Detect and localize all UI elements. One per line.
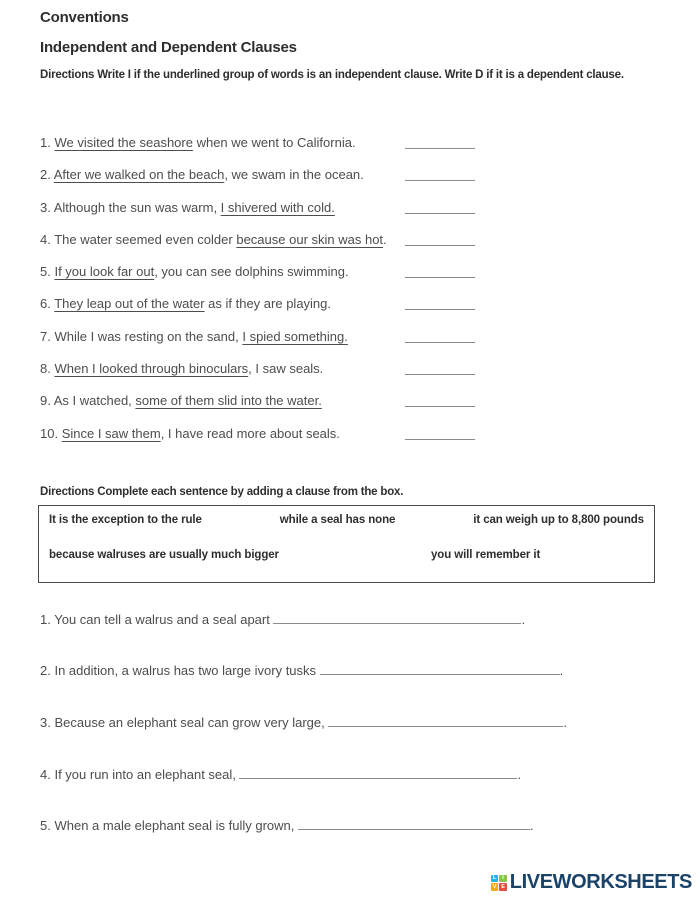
- clause-post: .: [383, 231, 387, 247]
- answer-blank[interactable]: [405, 394, 475, 407]
- word-box-row: [49, 514, 644, 526]
- fill-blank[interactable]: [239, 767, 517, 779]
- clause-item: [40, 296, 670, 328]
- fill-blank[interactable]: [320, 663, 560, 675]
- item-number: 4.: [40, 767, 51, 782]
- clause-item: [40, 264, 670, 296]
- word-box-option: it can weigh up to 8,800 pounds: [473, 514, 644, 526]
- logo-tile-e: E: [501, 883, 505, 890]
- fill-blank[interactable]: [273, 612, 521, 624]
- directions-1: Directions Write I if the underlined group of words is an independent clause. Write D if it is a dependent clause.: [40, 69, 624, 81]
- word-box: [38, 505, 655, 583]
- underlined-clause: I spied something.: [242, 328, 348, 344]
- underlined-clause: some of them slid into the water.: [135, 393, 322, 409]
- sentence-item: [40, 818, 534, 834]
- sentence-item: [40, 612, 525, 628]
- sentence-text: When a male elephant seal is fully grown,: [54, 818, 298, 833]
- exercise1-list: [40, 135, 670, 458]
- sentence-item: [40, 715, 567, 731]
- item-number: 3.: [40, 199, 51, 215]
- clause-pre: While I was resting on the sand,: [54, 328, 243, 344]
- underlined-clause: because our skin was hot: [236, 231, 384, 247]
- word-box-option: because walruses are usually much bigger: [49, 549, 279, 561]
- directions-2: Directions Complete each sentence by adding a clause from the box.: [40, 486, 404, 498]
- liveworksheets-logo: [491, 871, 692, 894]
- answer-blank[interactable]: [405, 427, 475, 440]
- word-box-option: while a seal has none: [279, 514, 396, 526]
- clause-item: [40, 135, 670, 167]
- logo-tile-v: V: [492, 883, 497, 890]
- page-subtitle: Independent and Dependent Clauses: [40, 39, 297, 56]
- clause-pre: Although the sun was warm,: [53, 199, 221, 215]
- answer-blank[interactable]: [405, 168, 475, 181]
- clause-post: , I saw seals.: [248, 361, 324, 377]
- underlined-clause: Since I saw them: [61, 425, 161, 441]
- item-number: 5.: [40, 818, 51, 833]
- sentence-text: If you run into an elephant seal,: [54, 767, 240, 782]
- underlined-clause: If you look far out: [54, 264, 155, 280]
- sentence-text: In addition, a walrus has two large ivory tusks: [54, 663, 320, 678]
- logo-tile-i: I: [499, 875, 507, 883]
- sentence-text: You can tell a walrus and a seal apart: [54, 612, 274, 627]
- clause-item: [40, 393, 670, 425]
- answer-blank[interactable]: [405, 265, 475, 278]
- logo-tiles-icon: [491, 875, 507, 891]
- page-title: Conventions: [40, 9, 129, 26]
- fill-blank[interactable]: [298, 818, 530, 830]
- brand-text: LIVEWORKSHEETS: [509, 871, 692, 893]
- clause-post: , you can see dolphins swimming.: [154, 264, 349, 280]
- answer-blank[interactable]: [405, 330, 475, 343]
- underlined-clause: After we walked on the beach: [53, 167, 225, 183]
- underlined-clause: I shivered with cold.: [220, 199, 335, 215]
- item-number: 8.: [40, 361, 51, 377]
- clause-item: [40, 426, 670, 458]
- clause-pre: The water seemed even colder: [54, 231, 237, 247]
- item-number: 1.: [40, 135, 51, 150]
- answer-blank[interactable]: [405, 201, 475, 214]
- sentence-period: .: [521, 612, 526, 627]
- item-number: 6.: [40, 296, 51, 312]
- sentence-period: .: [529, 818, 534, 833]
- word-box-option: It is the exception to the rule: [49, 514, 202, 526]
- answer-blank[interactable]: [405, 233, 475, 246]
- fill-blank[interactable]: [328, 715, 563, 727]
- underlined-clause: When I looked through binoculars: [54, 361, 249, 377]
- answer-blank[interactable]: [405, 297, 475, 310]
- clause-item: [40, 167, 670, 199]
- item-number: 4.: [40, 231, 51, 247]
- sentence-item: [40, 767, 521, 783]
- clause-post: , I have read more about seals.: [160, 425, 340, 441]
- clause-post: when we went to California.: [192, 135, 356, 150]
- clause-item: [40, 361, 670, 393]
- item-number: 10.: [40, 425, 59, 441]
- sentence-period: .: [559, 663, 564, 678]
- logo-tile-l: L: [491, 875, 499, 883]
- clause-item: [40, 232, 670, 264]
- item-number: 2.: [40, 663, 51, 678]
- item-number: 2.: [40, 167, 51, 183]
- sentence-item: [40, 663, 563, 679]
- item-number: 9.: [40, 393, 51, 409]
- clause-post: as if they are playing.: [204, 296, 332, 312]
- item-number: 1.: [40, 612, 51, 627]
- sentence-period: .: [517, 767, 522, 782]
- clause-item: [40, 200, 670, 232]
- answer-blank[interactable]: [405, 136, 475, 149]
- item-number: 7.: [40, 328, 51, 344]
- clause-pre: As I watched,: [53, 393, 136, 409]
- clause-post: , we swam in the ocean.: [224, 167, 364, 183]
- clause-item: [40, 329, 670, 361]
- item-number: 3.: [40, 715, 51, 730]
- sentence-text: Because an elephant seal can grow very large,: [54, 715, 329, 730]
- underlined-clause: They leap out of the water: [54, 296, 205, 312]
- underlined-clause: We visited the seashore: [54, 135, 193, 150]
- word-box-option: you will remember it: [431, 549, 541, 561]
- sentence-period: .: [563, 715, 567, 730]
- answer-blank[interactable]: [405, 362, 475, 375]
- item-number: 5.: [40, 264, 51, 280]
- word-box-row: [49, 549, 644, 563]
